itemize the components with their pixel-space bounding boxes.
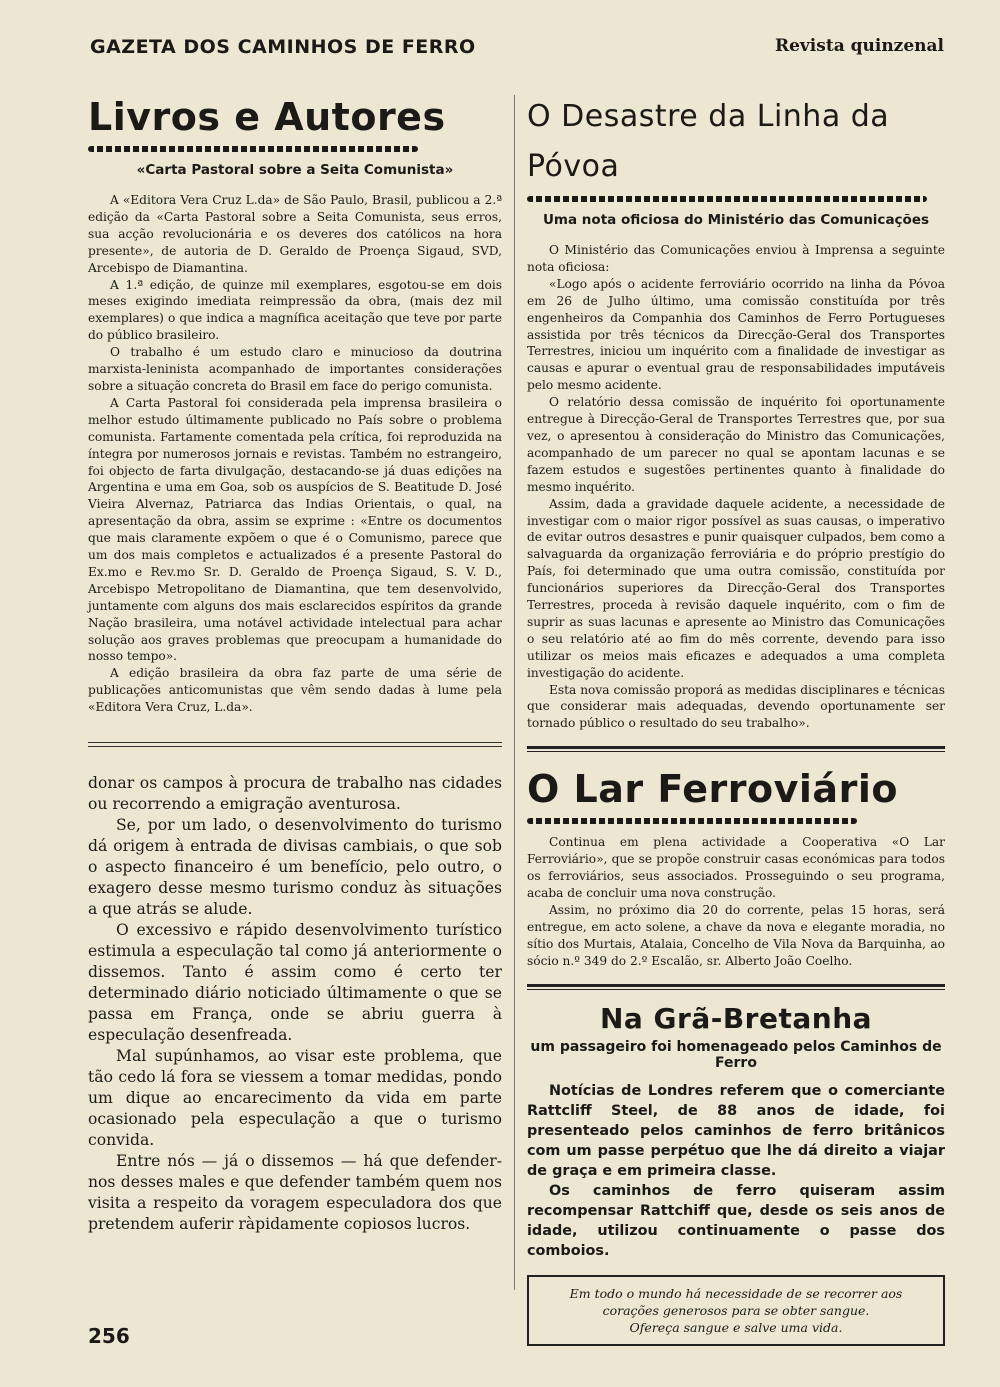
livros-paragraph: A edição brasileira da obra faz parte de uma série de publicações anticomunistas que vêm sendo dadas à lume pela «Editora Vera Cruz, L.da». bbox=[88, 666, 502, 715]
continuation-paragraph: O excessivo e rápido desenvolvimento turístico estimula a especulação tal como já anteriormente o dissemos. Tanto é assim como é certo ter determinado diário noticiado últimamente o que se passa em França, onde se abriu guerra à especulação desenfreada. bbox=[88, 921, 502, 1045]
livros-paragraph: A 1.ª edição, de quinze mil exemplares, esgotou-se em dois meses exigindo imediata reimpressão da obra, (mais dez mil exemplares) o que indica a magnífica aceitação que teve por parte do público brasileiro. bbox=[88, 277, 502, 343]
desastre-title: O Desastre da Linha da Póvoa bbox=[527, 99, 890, 184]
livros-paragraph: O trabalho é um estudo claro e minucioso da doutrina marxista-leninista acompanhado de importantes considerações sobre a situação concreta do Brasil em face do perigo comunista. bbox=[88, 345, 502, 393]
page-number: 256 bbox=[88, 1324, 130, 1348]
title-ornament-rule bbox=[527, 818, 857, 824]
desastre-paragraph: O relatório dessa comissão de inquérito foi oportunamente entregue à Direcção-Geral de Transportes Terrestres que, por sua vez, o apresentou à consideração do Ministro das Comunicações, acompanhado de um parecer no qual se apontam lacunas e se fazem estudos e sugestões pertinentes quanto à finalidade do mesmo inquérito. bbox=[527, 395, 945, 494]
gra-bretanha-paragraph: Os caminhos de ferro quiseram assim recompensar Rattchiff que, desde os seis anos de idade, utilizou continuamente o passe dos comboios. bbox=[527, 1182, 945, 1259]
desastre-paragraph: «Logo após o acidente ferroviário ocorrido na linha da Póvoa em 26 de Julho último, uma comissão constituída por três engenheiros da Companhia dos Caminhos de Ferro Portugueses assistida por três técnicos da Direcção-Geral dos Transportes Terrestres, iniciou um inquérito com a finalidade de investigar as causas e apurar o eventual grau de responsabilidades imputáveis pelo mesmo acidente. bbox=[527, 276, 945, 393]
publication-title: GAZETA DOS CAMINHOS DE FERRO bbox=[90, 36, 476, 58]
desastre-paragraph: Esta nova comissão proporá as medidas disciplinares e técnicas que considerar mais adequadas, devendo oportunamente ser tornado público o resultado do seu trabalho». bbox=[527, 682, 945, 731]
section-divider bbox=[527, 984, 945, 990]
continuation-paragraph: Entre nós — já o dissemos — há que defender-nos desses males e que defender também quem nos visita a respeito da voragem especuladora dos que pretendem auferir ràpidamente copiosos lucros. bbox=[88, 1152, 502, 1234]
continuation-paragraph: donar os campos à procura de trabalho nas cidades ou recorrendo a emigração aventurosa. bbox=[88, 774, 502, 814]
continuation-paragraph: Se, por um lado, o desenvolvimento do turismo dá origem à entrada de divisas cambiais, o que sob o aspecto financeiro é um benefício, pelo outro, o exagero desse mesmo turismo conduz às situações a que atrás se alude. bbox=[88, 816, 502, 919]
livros-subtitle: «Carta Pastoral sobre a Seita Comunista» bbox=[136, 162, 454, 178]
lar-paragraph: Assim, no próximo dia 20 do corrente, pelas 15 horas, será entregue, em acto solene, a chave da nova e elegante moradia, no sítio dos Murtais, Atalaia, Concelho de Vila Nova da Barquinha, ao sócio n.º 349 do 2.º Escalão, sr. Alberto João Coelho. bbox=[527, 902, 945, 968]
title-ornament-rule bbox=[88, 146, 418, 152]
livros-paragraph: A «Editora Vera Cruz L.da» de São Paulo, Brasil, publicou a 2.ª edição da «Carta Pastoral sobre a Seita Comunista, seus erros, sua acção revolucionária e os deveres dos católicos na hora presente», de autoria de D. Geraldo de Proença Sigaud, SVD, Arcebispo de Diamantina. bbox=[88, 193, 502, 275]
section-divider bbox=[88, 742, 502, 747]
publication-frequency: Revista quinzenal bbox=[774, 36, 944, 56]
gra-bretanha-subtitle: um passageiro foi homenageado pelos Caminhos de Ferro bbox=[530, 1038, 942, 1071]
livros-paragraph: A Carta Pastoral foi considerada pela imprensa brasileira o melhor estudo últimamente publicado no País sobre o problema comunista. Fartamente comentada pela crítica, foi reproduzida na íntegra por numerosos jornais e revistas. Também no estrangeiro, foi objecto de farta divulgação, destacando-se já duas edições na Argentina e uma em Goa, sob os auspícios de S. Beatitude D. José Vieira Alvernaz, Patriarca das Indias Orientais, o qual, na apresentação da obra, assim se exprime : «Entre os documentos que mais claramente expõem o que é o Comunismo, parece que um dos mais completos e actualizados é a presente Pastoral do Ex.mo e Rev.mo Sr. D. Geraldo de Proença Sigaud, S. V. D., Arcebispo Metropolitano de Diamantina, que tem desenvolvido, juntamente com alguns dos mais esclarecidos espíritos da grande Nação brasileira, uma notável actividade intelectual para achar solução aos graves problemas que preocupam a humanidade do nosso tempo». bbox=[88, 395, 502, 664]
title-ornament-rule bbox=[527, 196, 927, 202]
section-divider bbox=[527, 746, 945, 752]
blood-box-line: Em todo o mundo há necessidade de se recorrer aos bbox=[569, 1285, 903, 1301]
lar-title: O Lar Ferroviário bbox=[527, 767, 898, 812]
desastre-subtitle: Uma nota oficiosa do Ministério das Comunicações bbox=[542, 212, 930, 228]
blood-donation-box bbox=[527, 1275, 945, 1346]
right-column bbox=[527, 92, 945, 1346]
left-column bbox=[88, 92, 502, 1235]
desastre-paragraph: Assim, dada a gravidade daquele acidente, a necessidade de investigar com o maior rigor possível as suas causas, o imperativo de evitar outros desastres e punir quaisquer culpados, bem como a salvaguarda da organização ferroviária e do próprio prestígio do País, foi determinado que uma outra comissão, constituída por funcionários superiores da Direcção-Geral dos Transportes Terrestres, proceda à revisão daquele inquérito, com o fim de suprir as suas lacunas e apresente ao Ministro das Comunicações o seu relatório até ao fim do mês corrente, devendo para isso utilizar os meios mais eficazes e adequados a uma completa investigação do acidente. bbox=[527, 496, 945, 680]
livros-title: Livros e Autores bbox=[88, 95, 446, 139]
gra-bretanha-title: Na Grã-Bretanha bbox=[599, 1001, 873, 1035]
blood-box-line: corações generosos para se obter sangue. bbox=[602, 1302, 870, 1318]
lar-paragraph: Continua em plena actividade a Cooperativa «O Lar Ferroviário», que se propõe construir casas económicas para todos os ferroviários, seus associados. Prosseguindo o seu programa, acaba de concluir uma nova construção. bbox=[527, 835, 945, 900]
desastre-paragraph: O Ministério das Comunicações enviou à Imprensa a seguinte nota oficiosa: bbox=[527, 243, 945, 274]
blood-box-line: Ofereça sangue e salve uma vida. bbox=[629, 1319, 843, 1335]
column-divider bbox=[514, 95, 515, 1290]
gra-bretanha-paragraph: Notícias de Londres referem que o comerciante Rattcliff Steel, de 88 anos de idade, foi presenteado pelos caminhos de ferro britânicos com um passe perpétuo que lhe dá direito a viajar de graça e em primeira classe. bbox=[527, 1082, 945, 1179]
continuation-paragraph: Mal supúnhamos, ao visar este problema, que tão cedo lá fora se viessem a tomar medidas, pondo um dique ao encarecimento da vida em parte ocasionado pela especulação a que o turismo convida. bbox=[88, 1047, 502, 1150]
